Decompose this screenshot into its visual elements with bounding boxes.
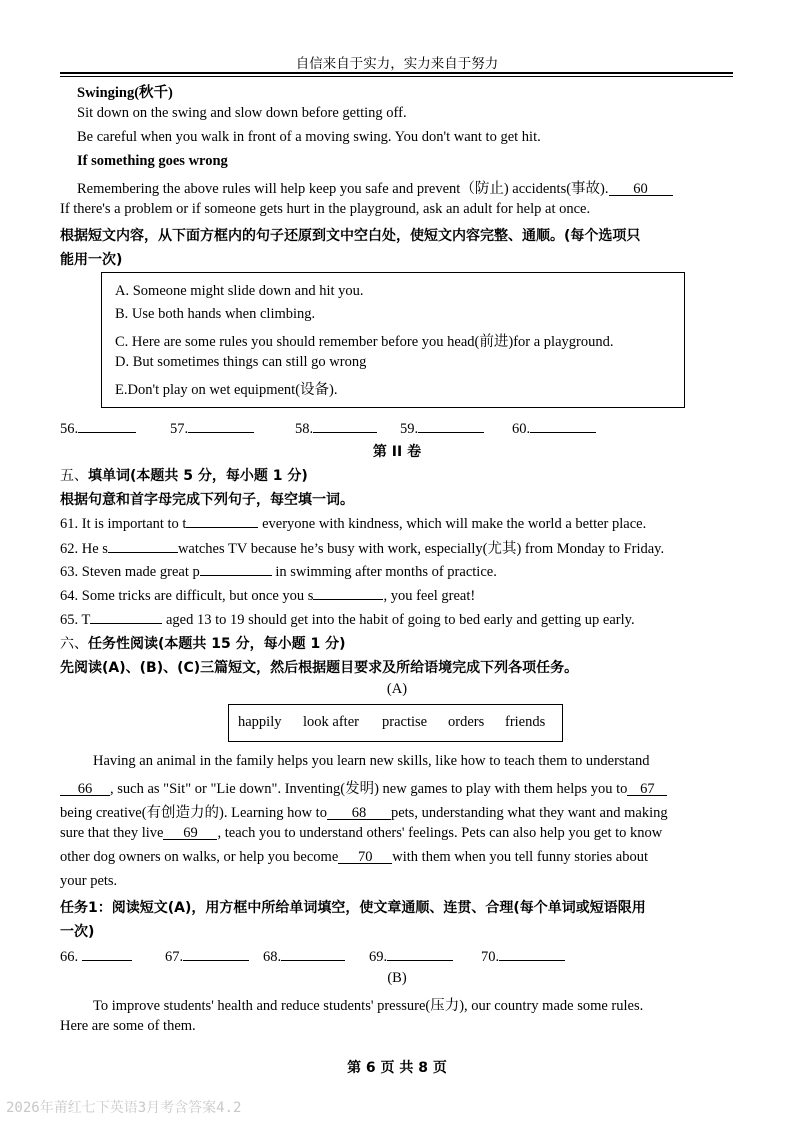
wrong-line-1: [77, 177, 673, 198]
section-6-note: (本题共 15 分，每小题 1 分): [158, 636, 346, 652]
word-orders: orders: [448, 714, 485, 730]
passage-a-line-5: [60, 849, 648, 866]
answer-66[interactable]: [60, 946, 132, 966]
option-d: D. But sometimes things can still go wrong: [115, 354, 367, 370]
swinging-line-2: Be careful when you walk in front of a moving swing. You don't want to get hit.: [77, 129, 541, 145]
section-5-title: 填单词: [88, 468, 130, 484]
header-rule-thin: [60, 76, 733, 77]
answer-57-blank[interactable]: [188, 418, 254, 433]
fill-65-blank[interactable]: [90, 609, 162, 624]
fill-63-b: in swimming after months of practice.: [271, 564, 497, 580]
answer-69[interactable]: [369, 946, 453, 966]
section-6-instruction: 先阅读(A)、(B)、(C)三篇短文，然后根据题目要求及所给语境完成下列各项任务。: [60, 660, 579, 676]
passage-a-line-4-b: , teach you to understand others' feelings. Pets can also help you get to know: [217, 825, 663, 841]
passage-b-line-1: To improve students' health and reduce students' pressure(压力), our country made some rules.: [93, 998, 644, 1014]
passage-a-line-2: [60, 777, 667, 798]
instruction-1a: 根据短文内容，从下面方框内的句子还原到文中空白处，使短文内容完整、通顺。(每个选项只: [60, 228, 641, 244]
answer-60-blank[interactable]: [530, 418, 596, 433]
option-e: E.Don't play on wet equipment(设备).: [115, 382, 338, 398]
instruction-1b: 能用一次): [60, 252, 123, 268]
fill-62: [60, 537, 664, 558]
answer-60-label: 60.: [512, 421, 531, 437]
word-happily: happily: [238, 714, 282, 730]
blank-60[interactable]: 60: [609, 181, 673, 196]
answer-59[interactable]: [400, 418, 484, 438]
answer-67-blank[interactable]: [183, 946, 249, 961]
answer-68[interactable]: [263, 946, 345, 966]
fill-61-a: 61. It is important to t: [60, 516, 187, 532]
fill-64-b: , you feel great!: [383, 588, 476, 604]
blank-69[interactable]: 69: [163, 825, 217, 840]
task-1-instruction-b: 一次): [60, 924, 95, 940]
fill-63-blank[interactable]: [200, 561, 272, 576]
part-two-title: 第 II 卷: [372, 444, 422, 460]
section-5-instruction: 根据句意和首字母完成下列句子，每空填一词。: [60, 492, 354, 508]
answer-68-blank[interactable]: [281, 946, 345, 961]
passage-a-line-5-a: other dog owners on walks, or help you become: [60, 849, 339, 865]
passage-b-label: (B): [387, 970, 407, 986]
fill-62-blank[interactable]: [108, 538, 178, 553]
section-5-num: 五、: [60, 468, 88, 484]
answer-67-label: 67.: [165, 949, 184, 965]
passage-a-line-3-a: being creative(有创造力的). Learning how to: [60, 805, 327, 821]
wrong-line-2: If there's a problem or if someone gets hurt in the playground, ask an adult for help at once.: [60, 201, 591, 217]
fill-64-blank[interactable]: [313, 585, 383, 600]
answer-58[interactable]: [295, 418, 377, 438]
answer-60[interactable]: [512, 418, 596, 438]
page-header: 自信来自于实力，实力来自于努力: [295, 56, 499, 72]
swinging-title: Swinging(秋千): [77, 85, 173, 101]
wrong-title: If something goes wrong: [77, 153, 228, 169]
option-c: C. Here are some rules you should remember before you head(前进)for a playground.: [115, 334, 614, 350]
fill-63: [60, 561, 497, 581]
answer-69-blank[interactable]: [387, 946, 453, 961]
blank-66[interactable]: 66: [60, 781, 110, 796]
passage-a-label: (A): [386, 681, 408, 697]
fill-61-b: everyone with kindness, which will make the world a better place.: [258, 516, 647, 532]
passage-a-line-6: your pets.: [60, 873, 118, 889]
watermark: 2026年莆红七下英语3月考含答案4.2: [6, 1100, 242, 1116]
fill-65-a: 65. T: [60, 612, 91, 628]
passage-a-line-2-text: , such as "Sit" or "Lie down". Inventing(发明) new games to play with them helps you to: [110, 781, 628, 797]
task-1-instruction-a: 任务1：阅读短文(A)，用方框中所给单词填空，使文章通顺、连贯、合理(每个单词或短语限用: [60, 900, 646, 916]
answer-70[interactable]: [481, 946, 565, 966]
passage-a-line-3-b: pets, understanding what they want and making: [390, 805, 668, 821]
blank-68[interactable]: 68: [327, 805, 391, 820]
fill-62-a: 62. He s: [60, 541, 108, 557]
option-a: A. Someone might slide down and hit you.: [115, 283, 364, 299]
section-5-note: (本题共 5 分，每小题 1 分): [130, 468, 308, 484]
answer-58-label: 58.: [295, 421, 314, 437]
answer-59-label: 59.: [400, 421, 419, 437]
answer-66-label: 66.: [60, 949, 79, 965]
answer-66-blank[interactable]: [82, 946, 132, 961]
passage-a-line-4: [60, 825, 662, 842]
fill-62-b: watches TV because he’s busy with work, especially(尤其) from Monday to Friday.: [177, 541, 665, 557]
passage-a-line-3: [60, 801, 668, 822]
fill-61-blank[interactable]: [186, 513, 258, 528]
answer-70-label: 70.: [481, 949, 500, 965]
passage-a-line-5-b: with them when you tell funny stories about: [392, 849, 648, 865]
section-6-title: 任务性阅读: [88, 636, 158, 652]
passage-a-line-4-a: sure that they live: [60, 825, 164, 841]
wrong-line-1-text: Remembering the above rules will help keep you safe and prevent（防止) accidents(事故).: [77, 181, 609, 197]
swinging-line-1: Sit down on the swing and slow down before getting off.: [77, 105, 407, 121]
answer-69-label: 69.: [369, 949, 388, 965]
answer-57-label: 57.: [170, 421, 189, 437]
answer-67[interactable]: [165, 946, 249, 966]
answer-56-label: 56.: [60, 421, 79, 437]
page-footer: 第 6 页 共 8 页: [347, 1060, 447, 1076]
passage-a-line-1: Having an animal in the family helps you learn new skills, like how to teach them to understand: [93, 753, 650, 769]
fill-64-a: 64. Some tricks are difficult, but once you s: [60, 588, 314, 604]
word-practise: practise: [382, 714, 428, 730]
answer-58-blank[interactable]: [313, 418, 377, 433]
fill-63-a: 63. Steven made great p: [60, 564, 200, 580]
fill-64: [60, 585, 475, 605]
answer-56-blank[interactable]: [78, 418, 136, 433]
answer-57[interactable]: [170, 418, 254, 438]
answer-68-label: 68.: [263, 949, 282, 965]
blank-67[interactable]: 67: [627, 781, 667, 796]
section-5-heading: [60, 465, 308, 485]
word-look-after: look after: [303, 714, 359, 730]
word-friends: friends: [505, 714, 546, 730]
header-rule: [60, 72, 733, 74]
answer-70-blank[interactable]: [499, 946, 565, 961]
fill-65: [60, 609, 635, 629]
fill-65-b: aged 13 to 19 should get into the habit of going to bed early and getting up early.: [162, 612, 635, 628]
answer-59-blank[interactable]: [418, 418, 484, 433]
answer-56[interactable]: [60, 418, 136, 438]
section-6-num: 六、: [60, 636, 88, 652]
fill-61: [60, 513, 646, 533]
option-b: B. Use both hands when climbing.: [115, 306, 316, 322]
blank-70[interactable]: 70: [338, 849, 392, 864]
passage-b-line-2: Here are some of them.: [60, 1018, 196, 1034]
section-6-heading: [60, 633, 346, 653]
